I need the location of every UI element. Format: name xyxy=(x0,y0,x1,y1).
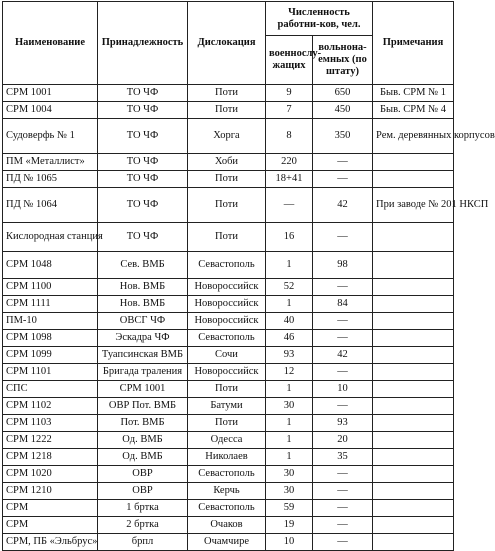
cell-affiliation: СРМ 1001 xyxy=(98,381,188,398)
cell-name: СРМ 1222 xyxy=(3,432,98,449)
cell-name: СРМ 1020 xyxy=(3,466,98,483)
cell-location: Поти xyxy=(188,223,266,252)
header-affiliation: Принадлежность xyxy=(98,2,188,85)
cell-location: Севастополь xyxy=(188,330,266,347)
cell-civilian: — xyxy=(313,398,373,415)
cell-military: 40 xyxy=(266,313,313,330)
cell-military: 1 xyxy=(266,381,313,398)
cell-notes xyxy=(373,517,454,534)
table-row xyxy=(3,330,454,347)
table-row xyxy=(3,534,454,551)
cell-notes xyxy=(373,279,454,296)
cell-location: Поти xyxy=(188,415,266,432)
cell-civilian: 35 xyxy=(313,449,373,466)
cell-location: Севастополь xyxy=(188,500,266,517)
cell-location: Новороссийск xyxy=(188,313,266,330)
table-row xyxy=(3,432,454,449)
table-row xyxy=(3,364,454,381)
cell-affiliation: Эскадра ЧФ xyxy=(98,330,188,347)
cell-military: 1 xyxy=(266,449,313,466)
cell-location: Хоби xyxy=(188,154,266,171)
cell-civilian: 20 xyxy=(313,432,373,449)
cell-military: 220 xyxy=(266,154,313,171)
cell-civilian: 42 xyxy=(313,347,373,364)
cell-name: Кислородная станция xyxy=(3,223,98,252)
cell-military: 30 xyxy=(266,483,313,500)
cell-notes xyxy=(373,313,454,330)
cell-military: 8 xyxy=(266,119,313,154)
table-row xyxy=(3,119,454,154)
cell-civilian: — xyxy=(313,154,373,171)
cell-location: Новороссийск xyxy=(188,279,266,296)
cell-military: 1 xyxy=(266,252,313,279)
cell-name: СРМ 1004 xyxy=(3,102,98,119)
cell-affiliation: Нов. ВМБ xyxy=(98,296,188,313)
cell-name: СРМ 1048 xyxy=(3,252,98,279)
cell-notes xyxy=(373,364,454,381)
table-body xyxy=(3,85,495,551)
cell-affiliation: ОВСГ ЧФ xyxy=(98,313,188,330)
cell-civilian: — xyxy=(313,279,373,296)
cell-name: СРМ xyxy=(3,500,98,517)
cell-notes xyxy=(373,534,454,551)
cell-affiliation: Од. ВМБ xyxy=(98,449,188,466)
cell-name: СРМ 1103 xyxy=(3,415,98,432)
cell-affiliation: ТО ЧФ xyxy=(98,119,188,154)
cell-name: СРМ 1001 xyxy=(3,85,98,102)
table-row xyxy=(3,252,454,279)
table-row xyxy=(3,102,454,119)
cell-military: — xyxy=(266,188,313,223)
table-row xyxy=(3,500,454,517)
cell-notes xyxy=(373,171,454,188)
cell-notes xyxy=(373,432,454,449)
cell-military: 7 xyxy=(266,102,313,119)
personnel-table xyxy=(2,1,495,551)
cell-location: Батуми xyxy=(188,398,266,415)
cell-notes xyxy=(373,381,454,398)
table-row xyxy=(3,398,454,415)
cell-location: Севастополь xyxy=(188,252,266,279)
cell-affiliation: ОВР xyxy=(98,483,188,500)
cell-location: Поти xyxy=(188,188,266,223)
cell-civilian: — xyxy=(313,171,373,188)
cell-affiliation: ТО ЧФ xyxy=(98,171,188,188)
cell-notes xyxy=(373,449,454,466)
cell-name: СРМ 1099 xyxy=(3,347,98,364)
cell-name: СРМ xyxy=(3,517,98,534)
cell-military: 10 xyxy=(266,534,313,551)
cell-notes: Быв. СРМ № 1 xyxy=(373,85,454,102)
cell-civilian: — xyxy=(313,466,373,483)
cell-location: Одесса xyxy=(188,432,266,449)
cell-name: ПД № 1064 xyxy=(3,188,98,223)
cell-name: ПД № 1065 xyxy=(3,171,98,188)
cell-civilian: — xyxy=(313,313,373,330)
cell-location: Очамчире xyxy=(188,534,266,551)
table-row xyxy=(3,517,454,534)
table-row xyxy=(3,415,454,432)
cell-location: Хорга xyxy=(188,119,266,154)
cell-name: СПС xyxy=(3,381,98,398)
cell-notes xyxy=(373,500,454,517)
cell-civilian: 98 xyxy=(313,252,373,279)
cell-military: 1 xyxy=(266,432,313,449)
cell-affiliation: Пот. ВМБ xyxy=(98,415,188,432)
cell-affiliation: ТО ЧФ xyxy=(98,188,188,223)
cell-civilian: — xyxy=(313,483,373,500)
cell-notes xyxy=(373,415,454,432)
cell-name: СРМ, ПБ «Эльбрус» xyxy=(3,534,98,551)
header-civilian: вольнона-емных (по штату) xyxy=(313,36,373,85)
cell-location: Николаев xyxy=(188,449,266,466)
cell-name: СРМ 1101 xyxy=(3,364,98,381)
cell-military: 19 xyxy=(266,517,313,534)
table-row xyxy=(3,347,454,364)
cell-military: 1 xyxy=(266,415,313,432)
cell-military: 16 xyxy=(266,223,313,252)
cell-military: 30 xyxy=(266,466,313,483)
table-row xyxy=(3,466,454,483)
header-name: Наименование xyxy=(3,2,98,85)
cell-location: Керчь xyxy=(188,483,266,500)
cell-military: 46 xyxy=(266,330,313,347)
cell-civilian: 84 xyxy=(313,296,373,313)
cell-notes: Быв. СРМ № 4 xyxy=(373,102,454,119)
cell-military: 30 xyxy=(266,398,313,415)
cell-notes xyxy=(373,223,454,252)
cell-military: 59 xyxy=(266,500,313,517)
cell-location: Новороссийск xyxy=(188,296,266,313)
cell-notes xyxy=(373,252,454,279)
cell-affiliation: брпл xyxy=(98,534,188,551)
header-staff: Численность работни-ков, чел. xyxy=(266,2,373,36)
cell-name: СРМ 1210 xyxy=(3,483,98,500)
table-row xyxy=(3,223,454,252)
cell-location: Поти xyxy=(188,85,266,102)
table-row xyxy=(3,188,454,223)
cell-location: Севастополь xyxy=(188,466,266,483)
cell-affiliation: ОВР xyxy=(98,466,188,483)
cell-civilian: 650 xyxy=(313,85,373,102)
cell-affiliation: 2 бртка xyxy=(98,517,188,534)
cell-civilian: — xyxy=(313,330,373,347)
cell-civilian: — xyxy=(313,223,373,252)
cell-military: 93 xyxy=(266,347,313,364)
table-row xyxy=(3,313,454,330)
cell-affiliation: 1 бртка xyxy=(98,500,188,517)
cell-notes xyxy=(373,296,454,313)
header-military: военнослу-жащих xyxy=(266,36,313,85)
cell-notes xyxy=(373,398,454,415)
header-location: Дислокация xyxy=(188,2,266,85)
cell-military: 12 xyxy=(266,364,313,381)
cell-affiliation: ТО ЧФ xyxy=(98,154,188,171)
cell-location: Поти xyxy=(188,381,266,398)
cell-notes: При заводе № 201 НКСП xyxy=(373,188,454,223)
cell-location: Новороссийск xyxy=(188,364,266,381)
cell-civilian: 450 xyxy=(313,102,373,119)
cell-affiliation: Бригада траления xyxy=(98,364,188,381)
cell-civilian: 42 xyxy=(313,188,373,223)
cell-location: Поти xyxy=(188,102,266,119)
table-row xyxy=(3,483,454,500)
cell-notes xyxy=(373,466,454,483)
table-row xyxy=(3,171,454,188)
table-row xyxy=(3,154,454,171)
cell-name: СРМ 1100 xyxy=(3,279,98,296)
cell-notes xyxy=(373,330,454,347)
cell-civilian: 350 xyxy=(313,119,373,154)
cell-civilian: — xyxy=(313,517,373,534)
cell-notes xyxy=(373,483,454,500)
cell-military: 9 xyxy=(266,85,313,102)
cell-affiliation: Нов. ВМБ xyxy=(98,279,188,296)
header-row xyxy=(3,2,454,36)
table-row xyxy=(3,279,454,296)
cell-name: СРМ 1098 xyxy=(3,330,98,347)
cell-notes xyxy=(373,347,454,364)
cell-military: 52 xyxy=(266,279,313,296)
cell-notes xyxy=(373,154,454,171)
cell-location: Очаков xyxy=(188,517,266,534)
cell-affiliation: Од. ВМБ xyxy=(98,432,188,449)
cell-civilian: 93 xyxy=(313,415,373,432)
cell-civilian: — xyxy=(313,364,373,381)
cell-name: СРМ 1102 xyxy=(3,398,98,415)
cell-name: ПМ-10 xyxy=(3,313,98,330)
cell-notes: Рем. деревянных корпусов xyxy=(373,119,454,154)
cell-name: СРМ 1218 xyxy=(3,449,98,466)
cell-civilian: — xyxy=(313,534,373,551)
cell-name: Судоверфь № 1 xyxy=(3,119,98,154)
cell-affiliation: ТО ЧФ xyxy=(98,223,188,252)
table-row xyxy=(3,449,454,466)
table-row xyxy=(3,85,454,102)
cell-civilian: — xyxy=(313,500,373,517)
cell-affiliation: Сев. ВМБ xyxy=(98,252,188,279)
table-row xyxy=(3,381,454,398)
cell-civilian: 10 xyxy=(313,381,373,398)
cell-name: ПМ «Металлист» xyxy=(3,154,98,171)
cell-military: 18+41 xyxy=(266,171,313,188)
header-notes: Примечания xyxy=(373,2,454,85)
table-row xyxy=(3,296,454,313)
cell-affiliation: ОВР Пот. ВМБ xyxy=(98,398,188,415)
cell-location: Поти xyxy=(188,171,266,188)
cell-name: СРМ 1111 xyxy=(3,296,98,313)
cell-military: 1 xyxy=(266,296,313,313)
cell-affiliation: ТО ЧФ xyxy=(98,102,188,119)
cell-location: Сочи xyxy=(188,347,266,364)
cell-affiliation: Туапсинская ВМБ xyxy=(98,347,188,364)
cell-affiliation: ТО ЧФ xyxy=(98,85,188,102)
